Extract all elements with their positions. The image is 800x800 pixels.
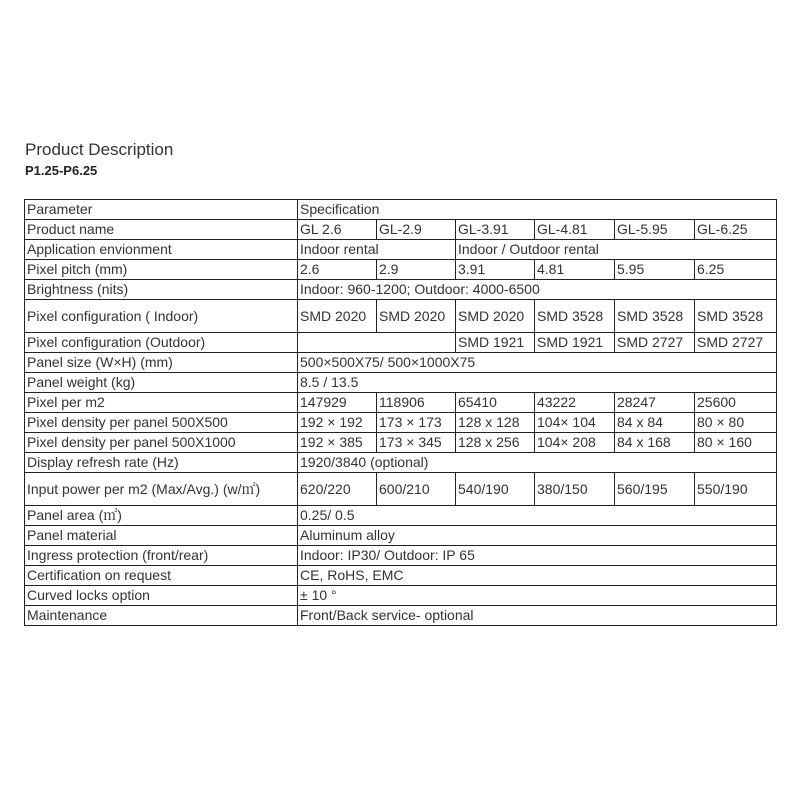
table-cell: 4.81 bbox=[535, 260, 615, 280]
table-cell: GL-6.25 bbox=[695, 220, 777, 240]
table-cell: 43222 bbox=[535, 393, 615, 413]
table-cell: Specification bbox=[298, 200, 777, 220]
row-label: Pixel per m2 bbox=[25, 393, 298, 413]
table-cell: Indoor / Outdoor rental bbox=[456, 240, 777, 260]
table-row bbox=[25, 353, 777, 373]
table-cell: GL 2.6 bbox=[298, 220, 377, 240]
row-label: Certification on request bbox=[25, 566, 298, 586]
table-cell: 118906 bbox=[377, 393, 456, 413]
table-cell: GL-2.9 bbox=[377, 220, 456, 240]
table-cell: 28247 bbox=[615, 393, 695, 413]
table-row bbox=[25, 433, 777, 453]
row-label: Pixel density per panel 500X500 bbox=[25, 413, 298, 433]
table-cell: SMD 2020 bbox=[298, 300, 377, 333]
table-cell: 173 × 173 bbox=[377, 413, 456, 433]
table-row bbox=[25, 453, 777, 473]
table-cell: 80 × 160 bbox=[695, 433, 777, 453]
table-row bbox=[25, 373, 777, 393]
table-cell: 128 x 256 bbox=[456, 433, 535, 453]
table-cell: 560/195 bbox=[615, 473, 695, 506]
table-cell: 0.25/ 0.5 bbox=[298, 506, 777, 526]
row-label: Panel size (W×H) (mm) bbox=[25, 353, 298, 373]
table-cell: 80 × 80 bbox=[695, 413, 777, 433]
table-cell: Indoor: 960-1200; Outdoor: 4000-6500 bbox=[298, 280, 777, 300]
row-label: Application envionment bbox=[25, 240, 298, 260]
table-cell: SMD 3528 bbox=[535, 300, 615, 333]
table-cell: 2.9 bbox=[377, 260, 456, 280]
row-label: Panel material bbox=[25, 526, 298, 546]
row-label: Curved locks option bbox=[25, 586, 298, 606]
table-cell: SMD 2727 bbox=[615, 333, 695, 353]
row-label: Panel weight (kg) bbox=[25, 373, 298, 393]
table-cell: 2.6 bbox=[298, 260, 377, 280]
table-cell: 540/190 bbox=[456, 473, 535, 506]
table-cell: SMD 3528 bbox=[695, 300, 777, 333]
table-cell: GL-5.95 bbox=[615, 220, 695, 240]
table-cell: 380/150 bbox=[535, 473, 615, 506]
table-cell: 128 x 128 bbox=[456, 413, 535, 433]
row-label: Product name bbox=[25, 220, 298, 240]
table-cell: 8.5 / 13.5 bbox=[298, 373, 777, 393]
row-label: Ingress protection (front/rear) bbox=[25, 546, 298, 566]
table-cell: SMD 2727 bbox=[695, 333, 777, 353]
table-cell: 104× 104 bbox=[535, 413, 615, 433]
table-row bbox=[25, 260, 777, 280]
row-label: Brightness (nits) bbox=[25, 280, 298, 300]
table-cell: Parameter bbox=[25, 200, 298, 220]
table-row bbox=[25, 473, 777, 506]
table-row bbox=[25, 200, 777, 220]
table-row bbox=[25, 240, 777, 260]
table-cell: SMD 1921 bbox=[456, 333, 535, 353]
table-cell: 192 × 385 bbox=[298, 433, 377, 453]
table-row bbox=[25, 393, 777, 413]
table-cell: 3.91 bbox=[456, 260, 535, 280]
row-label: Maintenance bbox=[25, 606, 298, 626]
row-label: Pixel pitch (mm) bbox=[25, 260, 298, 280]
table-row bbox=[25, 546, 777, 566]
table-cell: SMD 3528 bbox=[615, 300, 695, 333]
table-cell: 25600 bbox=[695, 393, 777, 413]
table-cell: 500×500X75/ 500×1000X75 bbox=[298, 353, 777, 373]
table-cell: GL-4.81 bbox=[535, 220, 615, 240]
table-cell: 6.25 bbox=[695, 260, 777, 280]
table-row bbox=[25, 526, 777, 546]
row-label: Input power per m2 (Max/Avg.) (w/㎡) bbox=[25, 473, 298, 506]
table-cell: 65410 bbox=[456, 393, 535, 413]
table-cell: 173 × 345 bbox=[377, 433, 456, 453]
row-label: Pixel configuration (Outdoor) bbox=[25, 333, 298, 353]
table-cell: Indoor rental bbox=[298, 240, 456, 260]
table-cell: Aluminum alloy bbox=[298, 526, 777, 546]
table-row bbox=[25, 506, 777, 526]
table-cell: 620/220 bbox=[298, 473, 377, 506]
table-row bbox=[25, 566, 777, 586]
table-row bbox=[25, 300, 777, 333]
table-cell: 1920/3840 (optional) bbox=[298, 453, 777, 473]
table-cell: SMD 2020 bbox=[456, 300, 535, 333]
specification-table bbox=[24, 199, 777, 626]
table-row bbox=[25, 586, 777, 606]
table-cell: SMD 2020 bbox=[377, 300, 456, 333]
table-cell: Indoor: IP30/ Outdoor: IP 65 bbox=[298, 546, 777, 566]
table-cell: 84 x 84 bbox=[615, 413, 695, 433]
page-title: Product Description bbox=[25, 140, 174, 159]
row-label: Display refresh rate (Hz) bbox=[25, 453, 298, 473]
table-cell: 600/210 bbox=[377, 473, 456, 506]
table-row bbox=[25, 220, 777, 240]
table-cell: 550/190 bbox=[695, 473, 777, 506]
table-cell: SMD 1921 bbox=[535, 333, 615, 353]
table-row bbox=[25, 413, 777, 433]
table-cell: GL-3.91 bbox=[456, 220, 535, 240]
row-label: Pixel density per panel 500X1000 bbox=[25, 433, 298, 453]
row-label: Pixel configuration ( Indoor) bbox=[25, 300, 298, 333]
table-cell: 192 × 192 bbox=[298, 413, 377, 433]
table-cell: 147929 bbox=[298, 393, 377, 413]
table-cell: ± 10 ° bbox=[298, 586, 777, 606]
row-label: Panel area (㎡) bbox=[25, 506, 298, 526]
table-cell: 104× 208 bbox=[535, 433, 615, 453]
table-cell: CE, RoHS, EMC bbox=[298, 566, 777, 586]
table-cell-empty bbox=[298, 333, 456, 353]
table-cell: Front/Back service- optional bbox=[298, 606, 777, 626]
table-cell: 84 x 168 bbox=[615, 433, 695, 453]
table-cell: 5.95 bbox=[615, 260, 695, 280]
page-subtitle: P1.25-P6.25 bbox=[25, 163, 98, 178]
table-row bbox=[25, 333, 777, 353]
table-row bbox=[25, 280, 777, 300]
table-row bbox=[25, 606, 777, 626]
